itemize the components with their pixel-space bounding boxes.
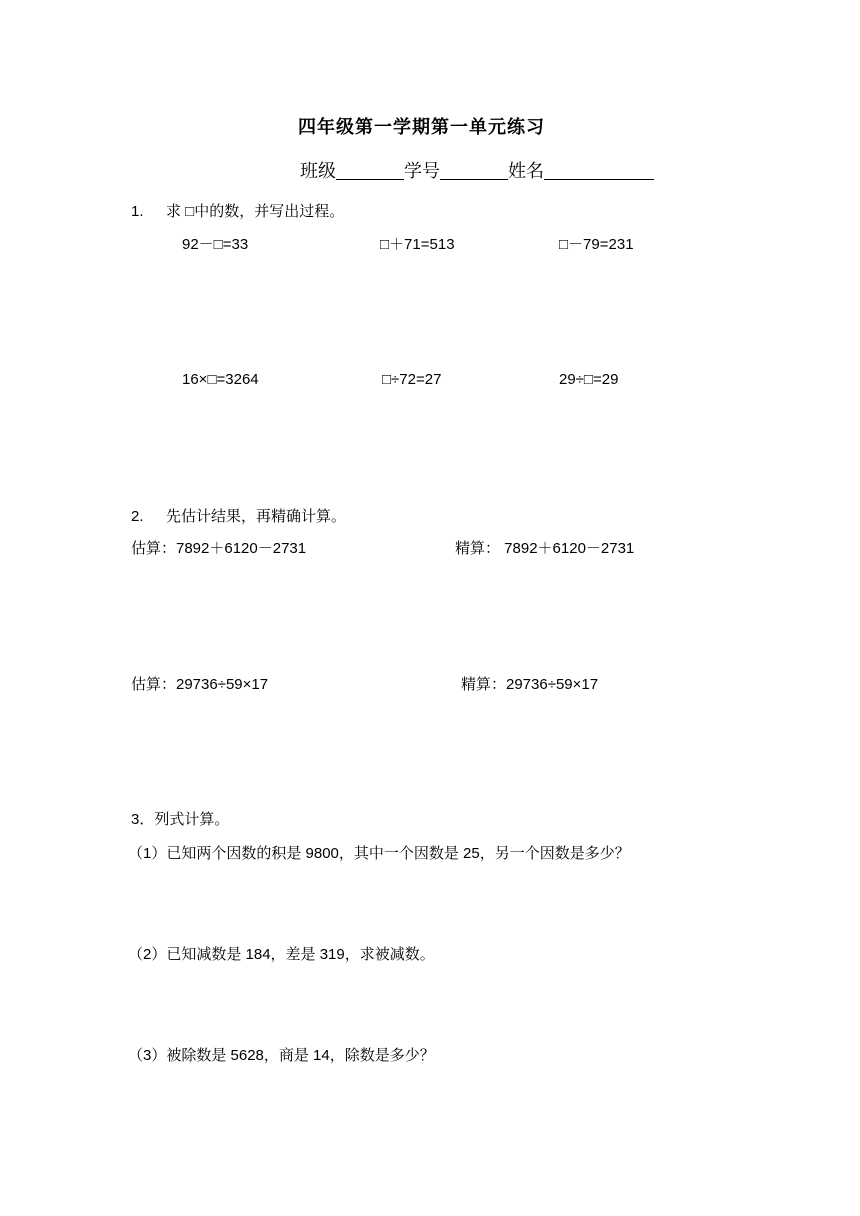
q3-item: （1）已知两个因数的积是 9800，其中一个因数是 25，另一个因数是多少？: [128, 845, 630, 862]
q1-equation: □＋71=513: [380, 236, 455, 253]
q3-item: （3）被除数是 5628，商是 14，除数是多少？: [128, 1047, 435, 1064]
q1-equation: 92－□=33: [182, 236, 249, 253]
q1-text: 求 □中的数，并写出过程。: [166, 203, 345, 220]
q2-exact: 精算： 7892＋6120－2731: [455, 540, 635, 557]
q1-equation: 16×□=3264: [182, 371, 259, 388]
q1-number: 1.: [131, 203, 144, 220]
student-no-blank[interactable]: [440, 163, 508, 180]
student-no-label: 学号: [404, 161, 440, 181]
name-blank[interactable]: [544, 163, 654, 180]
q1-equation: □÷72=27: [382, 371, 442, 388]
q2-estimate: 估算：7892＋6120－2731: [131, 540, 307, 557]
q1-equation: □－79=231: [559, 236, 634, 253]
student-info-line: [300, 162, 654, 180]
q3-heading: 3．列式计算。: [131, 811, 230, 828]
page-title: 四年级第一学期第一单元练习: [298, 117, 545, 137]
name-label: 姓名: [508, 161, 544, 181]
q2-exact: 精算：29736÷59×17: [461, 676, 599, 693]
q3-item: （2）已知减数是 184，差是 319，求被减数。: [128, 946, 435, 963]
q2-estimate: 估算：29736÷59×17: [131, 676, 269, 693]
q2-number: 2.: [131, 508, 144, 525]
class-blank[interactable]: [336, 163, 404, 180]
q2-text: 先估计结果，再精确计算。: [166, 508, 347, 525]
q1-equation: 29÷□=29: [559, 371, 619, 388]
class-label: 班级: [300, 161, 336, 181]
